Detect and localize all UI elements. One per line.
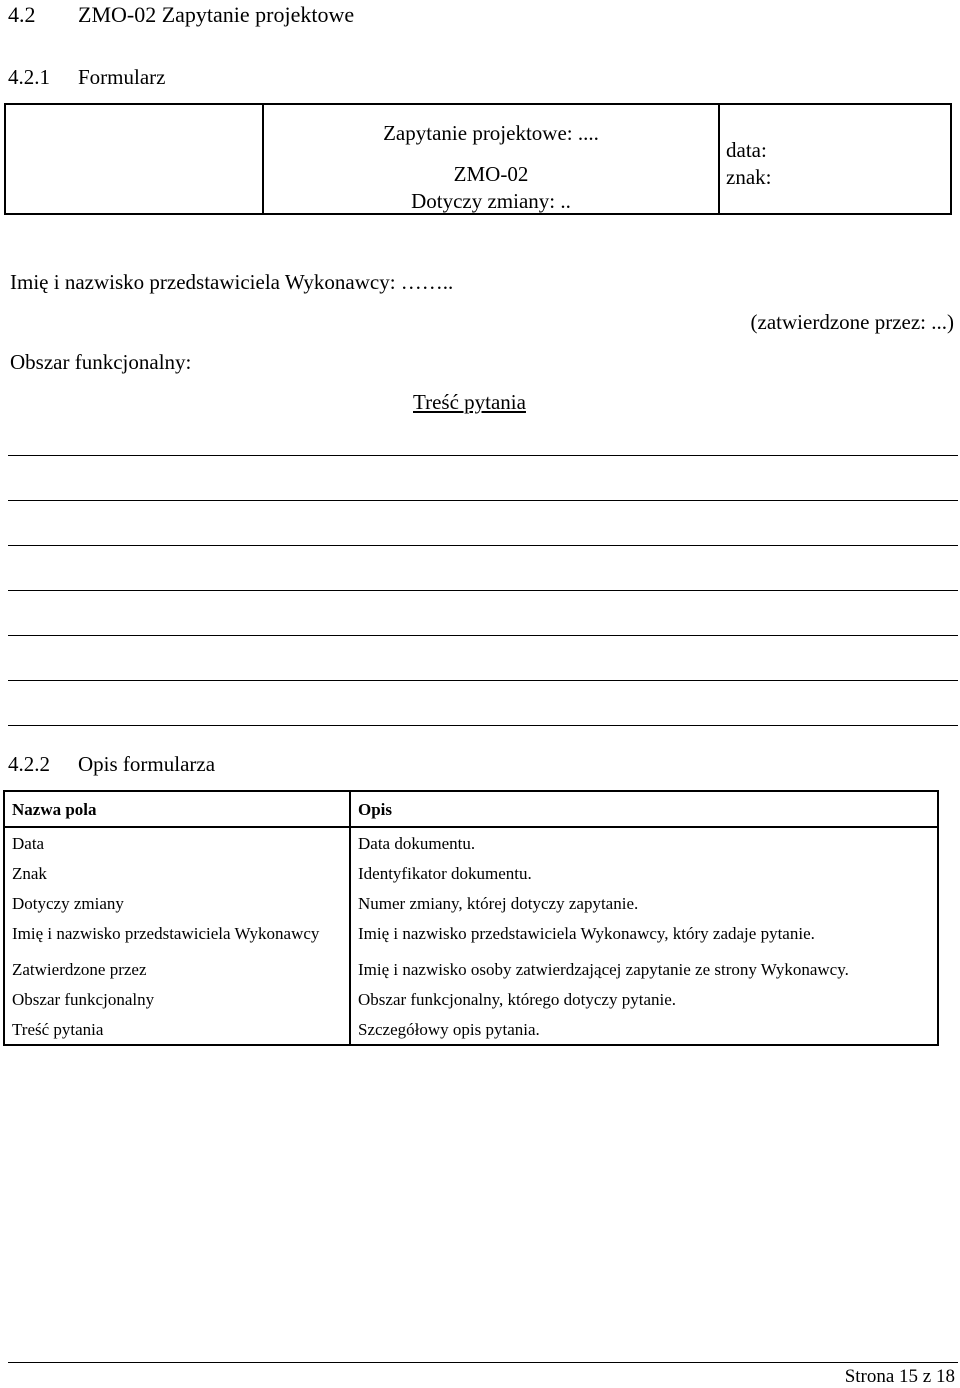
table-header-row xyxy=(4,791,938,827)
column-header-name: Nazwa pola xyxy=(4,791,350,827)
field-name: Obszar funkcjonalny xyxy=(4,984,350,1014)
approved-by-field: (zatwierdzone przez: ...) xyxy=(750,310,954,334)
form-logo-cell xyxy=(4,103,264,215)
section-number: 4.2 xyxy=(8,2,36,27)
form-sign-label: znak: xyxy=(726,165,772,189)
writing-line xyxy=(8,635,958,636)
form-header-box xyxy=(4,103,952,213)
field-name: Znak xyxy=(4,858,350,888)
question-content-heading: Treść pytania xyxy=(413,390,526,414)
table-row xyxy=(4,954,938,984)
writing-line xyxy=(8,500,958,501)
subsection-title: Formularz xyxy=(78,65,166,89)
field-name: Zatwierdzone przez xyxy=(4,954,350,984)
field-description: Imię i nazwisko osoby zatwierdzającej zapytanie ze strony Wykonawcy. xyxy=(358,960,849,979)
table-row xyxy=(4,888,938,918)
subsection-number: 4.2.2 xyxy=(8,752,50,776)
functional-area-field: Obszar funkcjonalny: xyxy=(10,350,192,374)
field-description: Identyfikator dokumentu. xyxy=(358,864,532,883)
field-name: Data xyxy=(4,827,350,858)
table-row xyxy=(4,918,938,954)
field-name: Imię i nazwisko przedstawiciela Wykonawcy xyxy=(4,918,350,954)
column-header-description: Opis xyxy=(350,791,938,827)
form-concerns: Dotyczy zmiany: .. xyxy=(411,189,571,213)
subsection-title: Opis formularza xyxy=(78,752,216,776)
page-number: Strona 15 z 18 xyxy=(844,1366,955,1387)
field-description: Obszar funkcjonalny, którego dotyczy pytanie. xyxy=(358,990,677,1009)
writing-line xyxy=(8,590,958,591)
section-heading xyxy=(8,2,354,28)
field-name: Dotyczy zmiany xyxy=(4,888,350,918)
table-row xyxy=(4,984,938,1014)
writing-line xyxy=(8,455,958,456)
field-description: Imię i nazwisko przedstawiciela Wykonawcy, który zadaje pytanie. xyxy=(358,924,815,943)
field-description: Numer zmiany, której dotyczy zapytanie. xyxy=(358,894,639,913)
representative-field: Imię i nazwisko przedstawiciela Wykonawcy: …….. xyxy=(10,270,454,294)
writing-line xyxy=(8,545,958,546)
section-title: ZMO-02 Zapytanie projektowe xyxy=(78,2,355,27)
writing-line xyxy=(8,725,958,726)
form-meta-cell xyxy=(718,103,952,215)
subsection-heading-description xyxy=(8,752,215,777)
table-row xyxy=(4,858,938,888)
footer-divider xyxy=(8,1362,958,1363)
writing-line xyxy=(8,680,958,681)
form-date-label: data: xyxy=(726,138,767,162)
subsection-number: 4.2.1 xyxy=(8,65,50,89)
form-title-cell xyxy=(262,103,720,215)
table-row xyxy=(4,827,938,858)
table-row xyxy=(4,1014,938,1045)
subsection-heading-form xyxy=(8,65,165,90)
form-code: ZMO-02 xyxy=(453,162,529,186)
field-name: Treść pytania xyxy=(4,1014,350,1045)
form-title: Zapytanie projektowe: .... xyxy=(383,121,599,145)
field-description-table xyxy=(3,790,939,1046)
field-description: Data dokumentu. xyxy=(358,834,476,853)
field-description: Szczegółowy opis pytania. xyxy=(358,1020,540,1039)
